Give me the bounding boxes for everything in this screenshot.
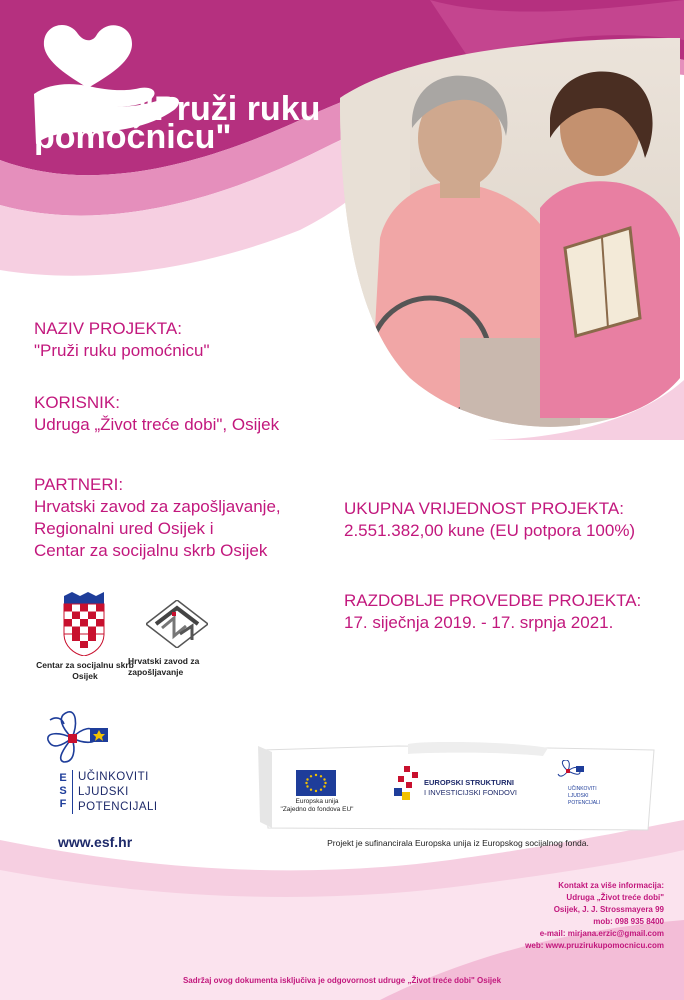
disclaimer: Sadržaj ovog dokumenta isključiva je odgovornost udruge „Život treće dobi" Osijek — [182, 976, 502, 985]
project-value-amount: 2.551.382,00 kune (EU potpora 100%) — [344, 521, 636, 540]
partners-heading: PARTNERI: — [34, 475, 124, 494]
esf-tagline-line: POTENCIJALI — [78, 801, 158, 813]
project-value-section — [344, 498, 635, 542]
project-period-section — [344, 590, 641, 634]
contact-org: Udruga „Život treće dobi" — [566, 893, 664, 902]
eu-flag-icon — [296, 770, 336, 796]
contact-email-link[interactable]: e-mail: mirjana.erzic@gmail.com — [539, 929, 664, 938]
esf-url-link[interactable]: www.esf.hr — [58, 834, 133, 850]
hzz-logo-icon — [146, 600, 208, 648]
partners-section — [34, 474, 281, 562]
esf-divider — [72, 770, 73, 814]
project-name-section — [34, 318, 210, 362]
eu-caption-line: "Zajedno do fondova EU" — [280, 806, 354, 813]
contact-phone: mob: 098 935 8400 — [593, 917, 664, 926]
contact-web-link[interactable]: web: www.pruzirukupomocnicu.com — [525, 941, 664, 950]
small-esf-icon — [556, 760, 586, 782]
esf-letter: S — [59, 785, 67, 797]
eu-caption-line: Europska unija — [295, 798, 339, 805]
contact-block — [404, 880, 664, 952]
caregiver-photo — [340, 18, 680, 448]
project-name-value: "Pruži ruku pomoćnicu" — [34, 341, 210, 360]
partners-line: Regionalni ured Osijek i — [34, 519, 214, 538]
contact-address: Osijek, J. J. Strossmayera 99 — [553, 905, 664, 914]
contact-title: Kontakt za više informacija: — [558, 881, 664, 890]
project-name-heading: NAZIV PROJEKTA: — [34, 319, 182, 338]
esf-letter: F — [59, 798, 67, 810]
esif-text-line: I INVESTICIJSKI FONDOVI — [424, 788, 517, 797]
hzz-label-line: Hrvatski zavod za — [128, 656, 200, 666]
small-esf-line: POTENCIJALI — [568, 800, 601, 806]
small-esf-line: UČINKOVITI — [568, 786, 597, 792]
csr-label — [30, 660, 140, 682]
beneficiary-value: Udruga „Život treće dobi", Osijek — [34, 415, 280, 434]
esf-letters — [58, 772, 68, 811]
beneficiary-section — [34, 392, 279, 436]
logo-title-line2: pomoćnicu" — [34, 118, 232, 156]
hzz-label — [128, 656, 224, 678]
hzz-label-line: zapošljavanje — [128, 667, 184, 677]
esif-logo-icon — [392, 766, 422, 802]
project-period-heading: RAZDOBLJE PROVEDBE PROJEKTA: — [344, 591, 642, 610]
project-period-dates: 17. siječnja 2019. - 17. srpnja 2021. — [344, 613, 614, 632]
croatian-coat-of-arms-icon — [60, 592, 108, 656]
beneficiary-heading: KORISNIK: — [34, 393, 120, 412]
esf-tagline — [78, 770, 158, 815]
cofinance-note: Projekt je sufinancirala Europska unija iz Europskog socijalnog fonda. — [327, 838, 589, 848]
csr-label-line: Centar za socijalnu skrb — [36, 660, 134, 670]
esf-tagline-line: UČINKOVITI — [78, 771, 149, 783]
esf-tagline-line: LJUDSKI — [78, 786, 129, 798]
partners-line: Hrvatski zavod za zapošljavanje, — [34, 497, 281, 516]
esif-text-line: EUROPSKI STRUKTURNI — [424, 778, 515, 787]
eu-caption — [272, 798, 362, 814]
csr-label-line: Osijek — [72, 671, 98, 681]
esf-letter: E — [59, 772, 67, 784]
project-value-heading: UKUPNA VRIJEDNOST PROJEKTA: — [344, 499, 624, 518]
esf-pinwheel-icon — [42, 710, 114, 766]
logo-title-line1: "Pruži ruku — [138, 90, 321, 128]
esif-text — [424, 778, 517, 798]
small-esf-line: LJUDSKI — [568, 793, 589, 799]
small-esf-text — [568, 786, 600, 807]
partners-line: Centar za socijalnu skrb Osijek — [34, 541, 268, 560]
